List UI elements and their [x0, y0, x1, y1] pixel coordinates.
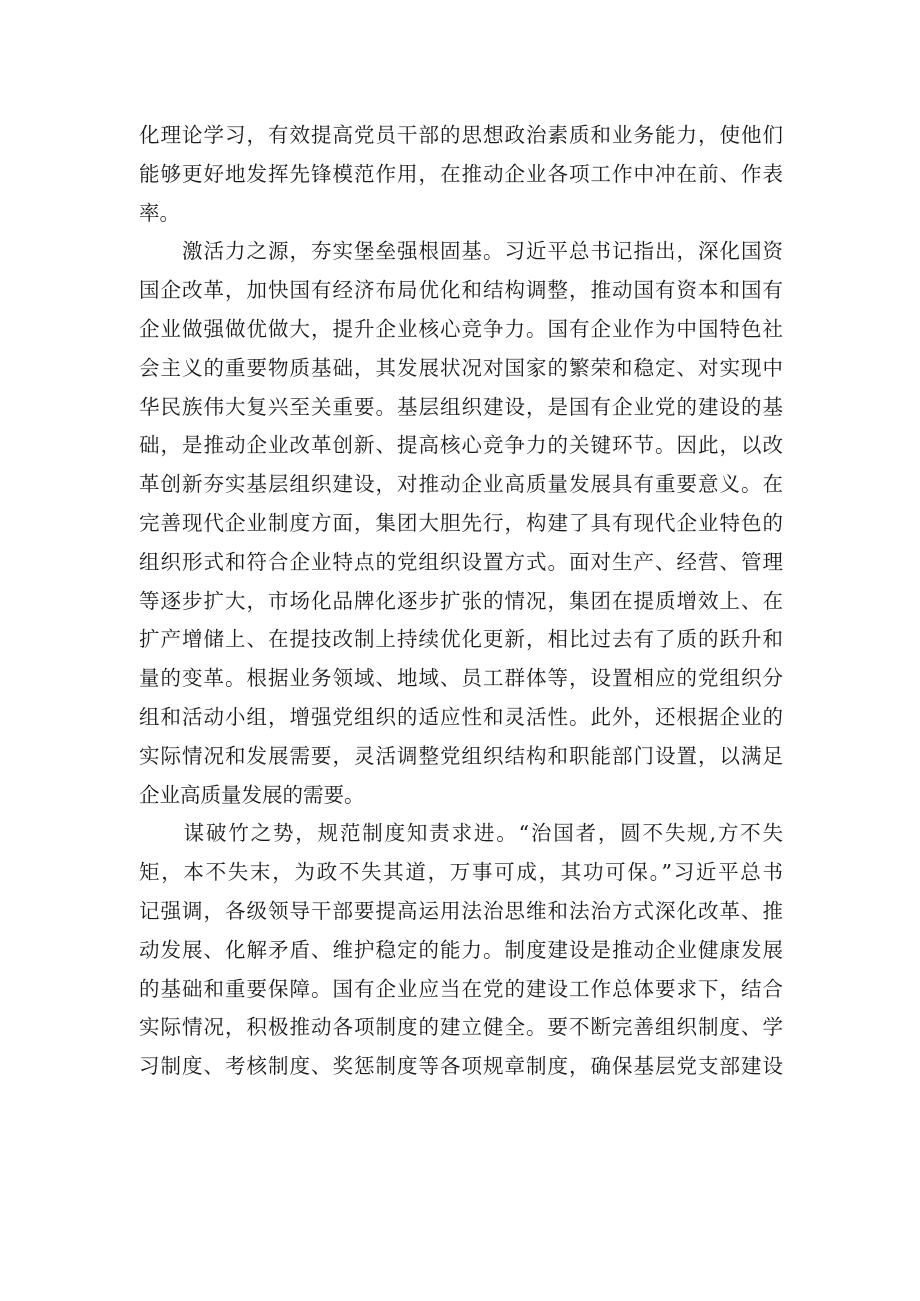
text-line: 习制度、考核制度、奖惩制度等各项规章制度，确保基层党支部建设	[139, 1054, 783, 1079]
text-line: 会主义的重要物质基础，其发展状况对国家的繁荣和稳定、对实现中	[139, 355, 783, 380]
text-line: 础，是推动企业改革创新、提高核心竞争力的关键环节。因此，以改	[139, 433, 783, 458]
text-line: 率。	[139, 200, 180, 225]
text-line: 实际情况和发展需要，灵活调整党组织结构和职能部门设置，以满足	[139, 743, 783, 768]
text-line: 能够更好地发挥先锋模范作用，在推动企业各项工作中冲在前、作表	[139, 161, 783, 186]
text-line: 国企改革，加快国有经济布局优化和结构调整，推动国有资本和国有	[139, 278, 783, 303]
text-line: 组织形式和符合企业特点的党组织设置方式。面对生产、经营、管理	[139, 549, 783, 574]
text-line: 实际情况，积极推动各项制度的建立健全。要不断完善组织制度、学	[139, 1015, 783, 1040]
text-line: 记强调，各级领导干部要提高运用法治思维和法治方式深化改革、推	[139, 898, 783, 923]
text-line: 企业高质量发展的需要。	[139, 782, 365, 807]
text-line: 谋破竹之势，规范制度知责求进。“治国者，圆不失规,方不失	[139, 821, 783, 846]
text-line: 组和活动小组，增强党组织的适应性和灵活性。此外，还根据企业的	[139, 704, 783, 729]
text-line: 矩，本不失末，为政不失其道，万事可成，其功可保。”习近平总书	[139, 860, 783, 885]
text-line: 华民族伟大复兴至关重要。基层组织建设，是国有企业党的建设的基	[139, 394, 783, 419]
text-line: 量的变革。根据业务领域、地域、员工群体等，设置相应的党组织分	[139, 666, 783, 691]
text-line: 的基础和重要保障。国有企业应当在党的建设工作总体要求下，结合	[139, 976, 783, 1001]
text-line: 动发展、化解矛盾、维护稳定的能力。制度建设是推动企业健康发展	[139, 937, 783, 962]
text-line: 激活力之源，夯实堡垒强根固基。习近平总书记指出，深化国资	[139, 239, 783, 264]
paragraph-2	[139, 232, 783, 814]
text-line: 完善现代企业制度方面，集团大胆先行，构建了具有现代企业特色的	[139, 510, 783, 535]
text-line: 革创新夯实基层组织建设，对推动企业高质量发展具有重要意义。在	[139, 472, 783, 497]
text-line: 等逐步扩大，市场化品牌化逐步扩张的情况，集团在提质增效上、在	[139, 588, 783, 613]
text-line: 化理论学习，有效提高党员干部的思想政治素质和业务能力，使他们	[139, 123, 783, 147]
text-line: 扩产增储上、在提技改制上持续优化更新，相比过去有了质的跃升和	[139, 627, 783, 652]
document-page	[139, 116, 783, 1086]
text-line: 企业做强做优做大，提升企业核心竞争力。国有企业作为中国特色社	[139, 316, 783, 341]
paragraph-1	[139, 116, 783, 232]
paragraph-3	[139, 814, 783, 1086]
